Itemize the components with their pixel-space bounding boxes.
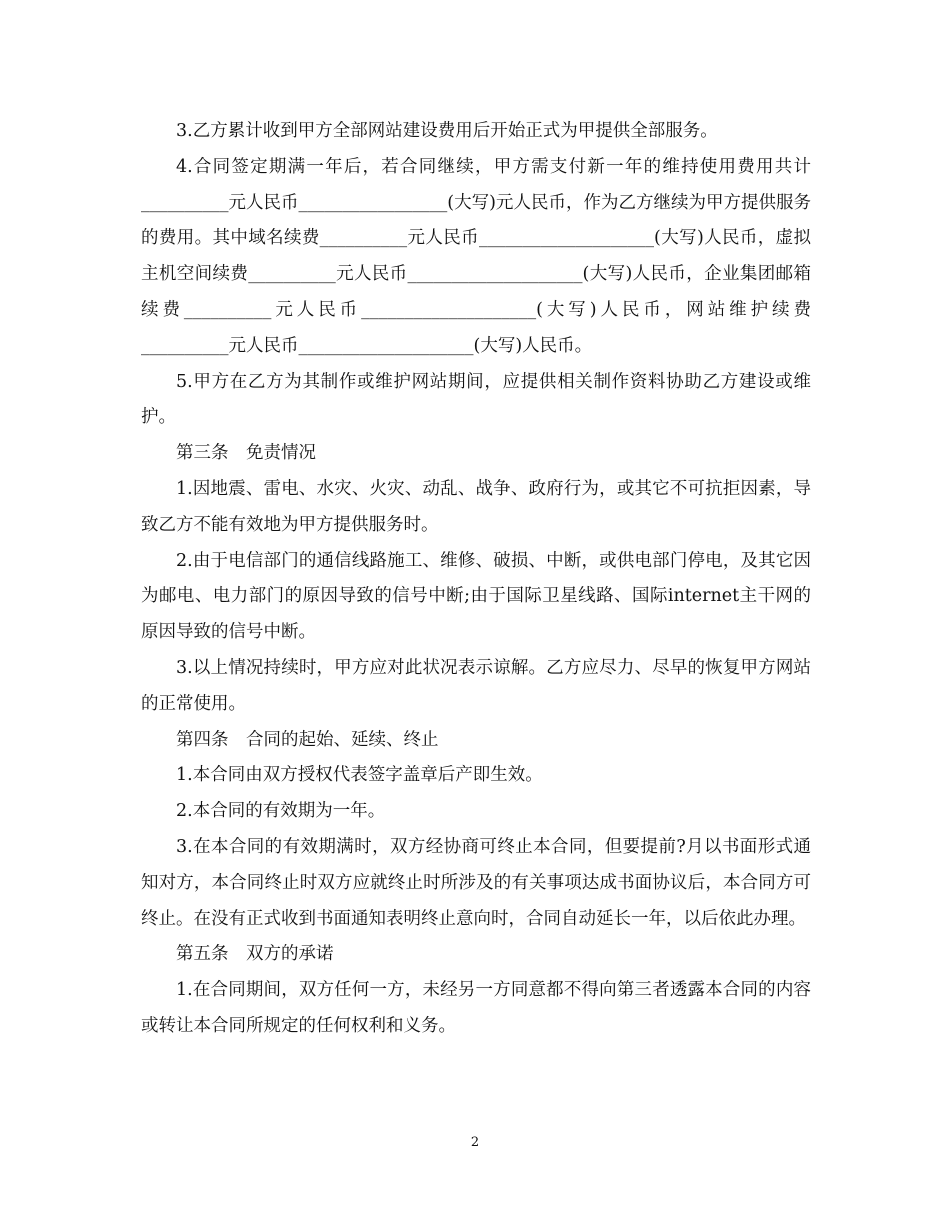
contract-body <box>141 114 811 1045</box>
paragraph-clause-3: 3.乙方累计收到甲方全部网站建设费用后开始正式为甲提供全部服务。 <box>176 121 718 141</box>
paragraph-confidentiality: 1.在合同期间，双方任何一方，未经另一方同意都不得向第三者透露本合同的内容或转让本合同所规定的任何权利和义务。 <box>141 980 811 1036</box>
paragraph-understanding: 3.以上情况持续时，甲方应对此状况表示谅解。乙方应尽力、尽早的恢复甲方网站的正常使用。 <box>141 657 811 714</box>
paragraph-clause-5: 5.甲方在乙方为其制作或维护网站期间，应提供相关制作资料协助乙方建设或维护。 <box>141 371 811 428</box>
paragraph-effective: 1.本合同由双方授权代表签字盖章后产即生效。 <box>176 765 543 786</box>
paragraph-validity: 2.本合同的有效期为一年。 <box>176 801 386 822</box>
paragraph-clause-4-renewal-fees: 4.合同签定期满一年后，若合同继续，甲方需支付新一年的维持使用费用共计__________元人民币_________________(大写)元人民币，作为乙方继续为甲方提供服务的费用。其中域名续费__________元人民币____________________(大写)人民币，虚拟主机空间续费__________元人民币____________________(大写)人民币，企业集团邮箱续费__________元人民币____________________(大写)人民币，网站维护续费__________元人民币____________________(大写)人民币。 <box>141 156 811 356</box>
paragraph-termination: 3.在本合同的有效期满时，双方经协商可终止本合同，但要提前?月以书面形式通知对方，本合同终止时双方应就终止时所涉及的有关事项达成书面协议后，本合同方可终止。在没有正式收到书面通知表明终止意向时，合同自动延长一年，以后依此办理。 <box>141 836 811 929</box>
section-heading-article-4: 第四条 合同的起始、延续、终止 <box>176 729 439 750</box>
section-heading-article-3: 第三条 免责情况 <box>176 443 316 464</box>
page-number: 2 <box>470 1135 480 1150</box>
paragraph-signal-interruption: 2.由于电信部门的通信线路施工、维修、破损、中断，或供电部门停电，及其它因为邮电、电力部门的原因导致的信号中断;由于国际卫星线路、国际internet主干网的原因导致的信号中断。 <box>141 550 811 643</box>
paragraph-force-majeure: 1.因地震、雷电、水灾、火灾、动乱、战争、政府行为，或其它不可抗拒因素，导致乙方不能有效地为甲方提供服务时。 <box>141 478 811 535</box>
section-heading-article-5: 第五条 双方的承诺 <box>176 944 334 965</box>
